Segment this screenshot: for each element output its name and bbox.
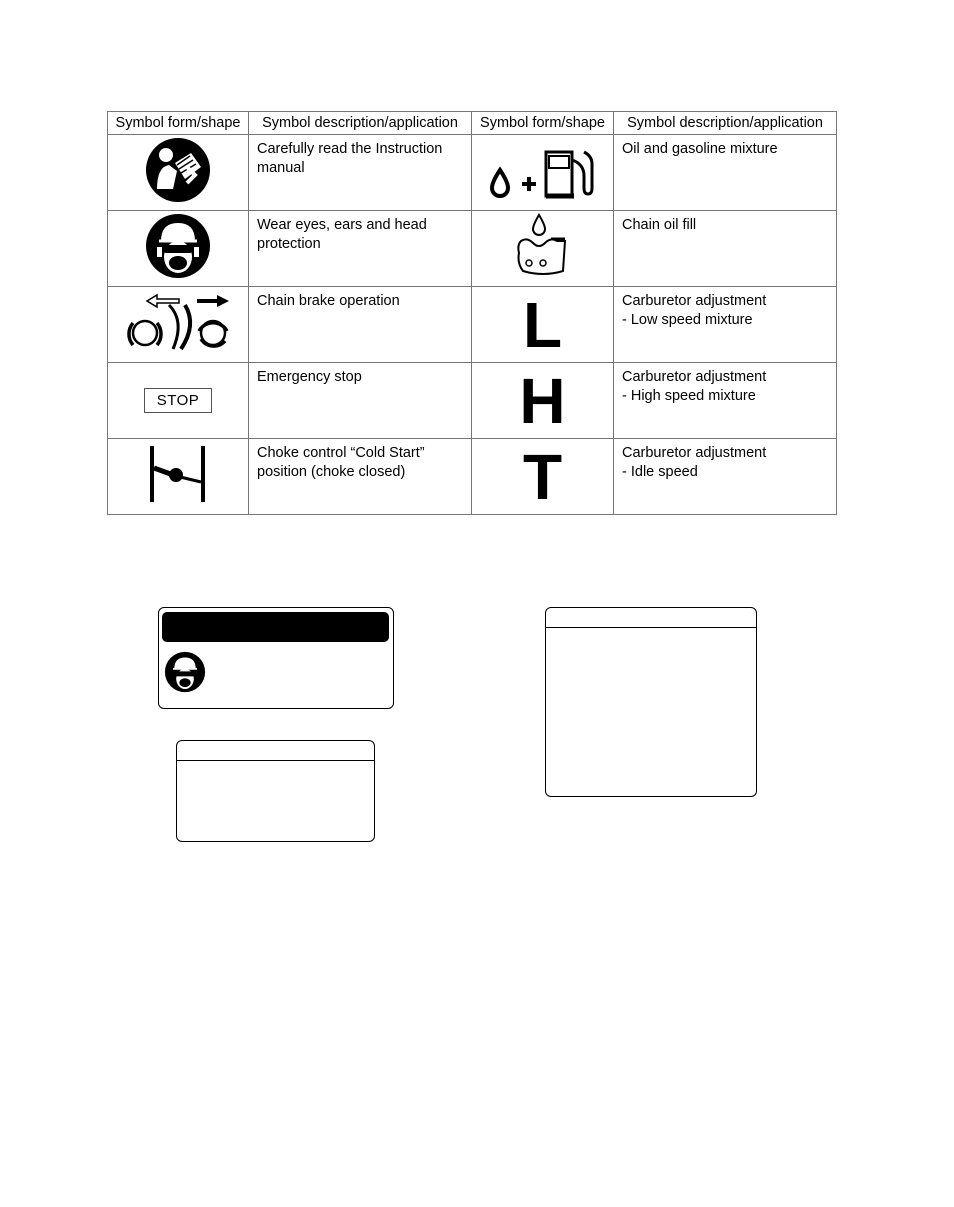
letter-t-icon: T [522,440,563,513]
label-divider [546,627,756,628]
label-divider [177,760,374,761]
description-line: Emergency stop [257,369,362,385]
table-row [108,211,837,287]
symbol-cell [472,211,614,287]
description-line: Oil and gasoline mixture [622,141,778,157]
column-header: Symbol description/application [249,112,472,135]
symbol-cell [472,287,614,363]
table-row [108,135,837,211]
warning-header-band [162,612,389,642]
description-cell [249,287,472,363]
symbol-cell [108,363,249,439]
symbol-cell [472,363,614,439]
table-header-row [108,112,837,135]
oil-gasoline-mixture-icon [488,140,598,200]
description-cell [249,211,472,287]
description-line: Choke control “Cold Start” [257,445,425,461]
symbol-cell [108,439,249,515]
choke-icon [146,444,210,504]
chain-oil-fill-icon [513,213,573,279]
description-cell [249,135,472,211]
description-line: Carefully read the Instruction [257,141,443,157]
column-header: Symbol form/shape [108,112,249,135]
symbol-cell [472,135,614,211]
warning-label [158,607,394,709]
description-cell [614,135,837,211]
description-cell [614,287,837,363]
symbol-cell [108,211,249,287]
description-cell [249,363,472,439]
blank-label-small [176,740,375,842]
blank-label-large [545,607,757,797]
description-cell [249,439,472,515]
symbol-cell [472,439,614,515]
symbol-cell [108,135,249,211]
read-manual-icon [143,135,213,205]
symbol-table [107,111,837,515]
description-line: Chain brake operation [257,293,400,309]
description-line: - High speed mixture [622,388,756,404]
description-line: Chain oil fill [622,217,697,233]
stop-icon: STOP [144,388,213,413]
description-line: protection [257,236,321,252]
description-line: Carburetor adjustment [622,369,767,385]
description-cell [614,211,837,287]
description-cell [614,439,837,515]
symbol-cell [108,287,249,363]
description-line: Carburetor adjustment [622,445,767,461]
description-line: - Idle speed [622,464,698,480]
description-line: Wear eyes, ears and head [257,217,427,233]
column-header: Symbol form/shape [472,112,614,135]
table-row [108,439,837,515]
description-line: - Low speed mixture [622,312,753,328]
table-row [108,363,837,439]
description-line: Carburetor adjustment [622,293,767,309]
table-row [108,287,837,363]
description-cell [614,363,837,439]
description-line: position (choke closed) [257,464,406,480]
column-header: Symbol description/application [614,112,837,135]
eye-ear-head-protection-icon [143,211,213,281]
chain-brake-icon [123,291,233,353]
letter-h-icon: H [519,364,566,437]
letter-l-icon: L [522,288,563,361]
description-line: manual [257,160,305,176]
protection-icon [163,650,207,694]
